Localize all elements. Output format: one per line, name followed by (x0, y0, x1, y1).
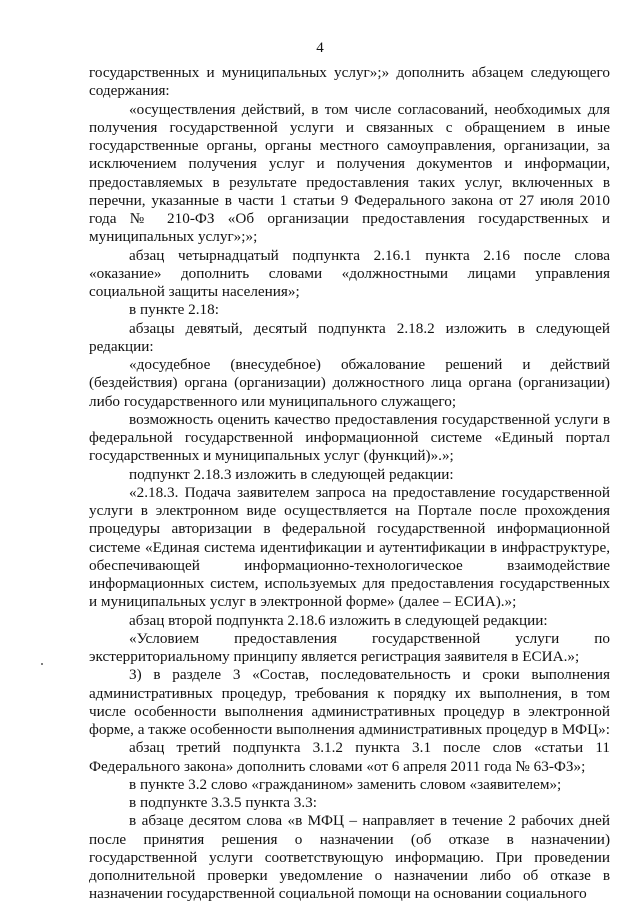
margin-mark (41, 663, 43, 665)
paragraph: в абзаце десятом слова «в МФЦ – направляет в течение 2 рабочих дней после принятия решения о назначении (об отказе в назначении) государственной услуги соответствующую информацию. При проведении дополнительной проверки уведомление о назначении либо об отказе в назначении государственной социальной помощи на основании социального (89, 812, 610, 903)
paragraph: «Условием предоставления государственной услуги по экстерриториальному принципу является регистрация заявителя в ЕСИА.»; (89, 629, 610, 665)
paragraph: абзац второй подпункта 2.18.6 изложить в следующей редакции: (129, 611, 548, 629)
paragraph: «досудебное (внесудебное) обжалование решений и действий (бездействия) органа (организации) должностного лица органа (организации) либо государственного или муниципального служащего; (89, 356, 610, 410)
paragraph: в пункте 2.18: (129, 301, 219, 319)
paragraph: абзац четырнадцатый подпункта 2.16.1 пункта 2.16 после слова «оказание» дополнить словами «должностными лицами управления социальной защиты населения»; (89, 246, 610, 300)
page-number: 4 (316, 40, 324, 56)
paragraph: государственных и муниципальных услуг»;» дополнить абзацем следующего содержания: (89, 64, 610, 100)
paragraph: «2.18.3. Подача заявителем запроса на предоставление государственной услуги в электронном виде осуществляется на Портале после прохождения процедуры авторизации в федеральной государственной информационной системе «Единая система идентификации и аутентификации в инфраструктуре, обеспечивающей информационно-технологическое взаимодействие информационных систем, используемых для предоставления государственных и муниципальных услуг в электронной форме» (далее – ЕСИА).»; (89, 483, 610, 611)
document-body (89, 64, 610, 904)
paragraph: абзацы девятый, десятый подпункта 2.18.2 изложить в следующей редакции: (89, 319, 610, 355)
paragraph: 3) в разделе 3 «Состав, последовательность и сроки выполнения административных процедур, требования к порядку их выполнения, в том числе особенности выполнения административных процедур в электронной форме, а также особенности выполнения административных процедур в МФЦ»: (89, 666, 610, 738)
paragraph: абзац третий подпункта 3.1.2 пункта 3.1 после слов «статьи 11 Федерального закона» дополнить словами «от 6 апреля 2011 года № 63-ФЗ»; (89, 739, 610, 775)
paragraph: «осуществления действий, в том числе согласований, необходимых для получения государственной услуги и связанных с обращением в иные государственные органы, органы местного самоуправления, организации, за исключением получения услуг и получения документов и информации, предоставляемых в результате предоставления таких услуг, включенных в перечни, указанные в части 1 статьи 9 Федерального закона от 27 июля 2010 года № 210-ФЗ «Об организации предоставления государственных и муниципальных услуг»;»; (89, 100, 610, 246)
paragraph: в подпункте 3.3.5 пункта 3.3: (129, 794, 317, 811)
paragraph: подпункт 2.18.3 изложить в следующей редакции: (129, 465, 454, 483)
paragraph: в пункте 3.2 слово «гражданином» заменить словом «заявителем»; (129, 775, 562, 793)
paragraph: возможность оценить качество предоставления государственной услуги в федеральной государственной информационной системе «Единый портал государственных и муниципальных услуг (функций)».»; (89, 410, 610, 465)
